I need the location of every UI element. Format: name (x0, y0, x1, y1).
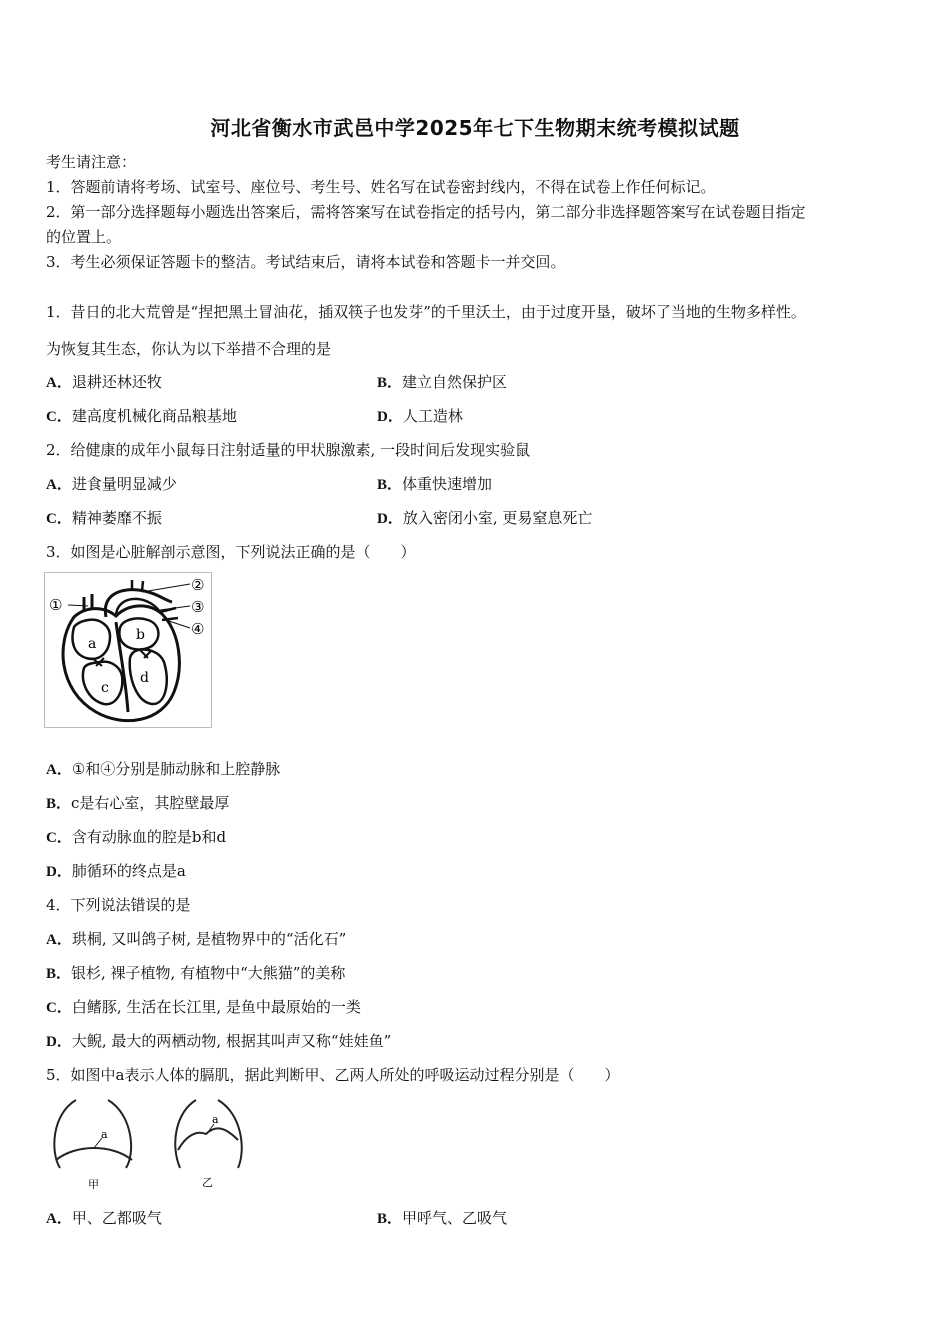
notice-item-1: 1．答题前请将考场、试室号、座位号、考生号、姓名写在试卷密封线内，不得在试卷上作任何标记。 (46, 178, 716, 196)
question-1-option-d: D．人工造林 (377, 407, 463, 425)
notice-heading: 考生请注意： (46, 153, 137, 171)
heart-label-a: a (88, 636, 97, 652)
heart-label-3: ③ (191, 598, 205, 616)
diagram-jia-caption: 甲 (88, 1178, 99, 1191)
question-3-option-b: B．c是右心室，其腔壁最厚 (46, 794, 230, 812)
heart-label-b: b (136, 627, 145, 643)
question-2-option-d: D．放入密闭小室, 更易窒息死亡 (377, 509, 593, 527)
question-2-option-c: C．精神萎靡不振 (46, 509, 162, 527)
question-5-option-a: A．甲、乙都吸气 (46, 1209, 162, 1227)
notice-item-2: 2．第一部分选择题每小题选出答案后，需将答案写在试卷指定的括号内，第二部分非选择题答案写在试卷题目指定 (46, 203, 806, 221)
question-2-option-b: B．体重快速增加 (377, 475, 493, 493)
heart-label-4: ④ (191, 620, 205, 638)
question-2-option-a: A．进食量明显减少 (46, 475, 177, 493)
question-1-stem-cont: 为恢复其生态，你认为以下举措不合理的是 (46, 340, 332, 358)
question-3-stem: 3．如图是心脏解剖示意图，下列说法正确的是（ ） (46, 543, 416, 561)
question-1-option-b: B．建立自然保护区 (377, 373, 508, 391)
diagram-jia-label-a: a (101, 1128, 108, 1141)
heart-label-d: d (140, 670, 149, 686)
exam-title: 河北省衡水市武邑中学2025年七下生物期末统考模拟试题 (210, 116, 740, 140)
heart-diagram (44, 572, 214, 729)
question-4-option-a: A．珙桐, 又叫鸽子树, 是植物界中的“活化石” (46, 930, 347, 948)
question-3-option-d: D．肺循环的终点是a (46, 862, 186, 880)
heart-label-2: ② (191, 576, 205, 594)
diagram-yi-label-a: a (212, 1113, 219, 1126)
question-3-option-a: A．①和④分别是肺动脉和上腔静脉 (46, 760, 281, 778)
heart-label-1: ① (49, 596, 63, 614)
question-4-stem: 4．下列说法错误的是 (46, 896, 191, 914)
question-4-option-d: D．大鲵, 最大的两栖动物, 根据其叫声又称“娃娃鱼” (46, 1032, 392, 1050)
question-1-stem: 1．昔日的北大荒曾是“捏把黑土冒油花，插双筷子也发芽”的千里沃土，由于过度开垦，破坏了当地的生物多样性。 (46, 303, 806, 321)
question-5-stem: 5．如图中a表示人体的膈肌，据此判断甲、乙两人所处的呼吸运动过程分别是（ ） (46, 1066, 620, 1084)
question-1-option-c: C．建高度机械化商品粮基地 (46, 407, 237, 425)
question-3-option-c: C．含有动脉血的腔是b和d (46, 828, 227, 846)
diaphragm-diagram (46, 1094, 246, 1194)
question-5-option-b: B．甲呼气、乙吸气 (377, 1209, 508, 1227)
heart-label-c: c (101, 680, 109, 696)
question-2-stem: 2．给健康的成年小鼠每日注射适量的甲状腺激素, 一段时间后发现实验鼠 (46, 441, 531, 459)
question-4-option-c: C．白鳍豚, 生活在长江里, 是鱼中最原始的一类 (46, 998, 361, 1016)
question-4-option-b: B．银杉, 裸子植物, 有植物中“大熊猫”的美称 (46, 964, 346, 982)
notice-item-2-cont: 的位置上。 (46, 228, 122, 246)
notice-item-3: 3．考生必须保证答题卡的整洁。考试结束后，请将本试卷和答题卡一并交回。 (46, 253, 566, 271)
question-1-option-a: A．退耕还林还牧 (46, 373, 162, 391)
diagram-yi-caption: 乙 (202, 1176, 213, 1189)
